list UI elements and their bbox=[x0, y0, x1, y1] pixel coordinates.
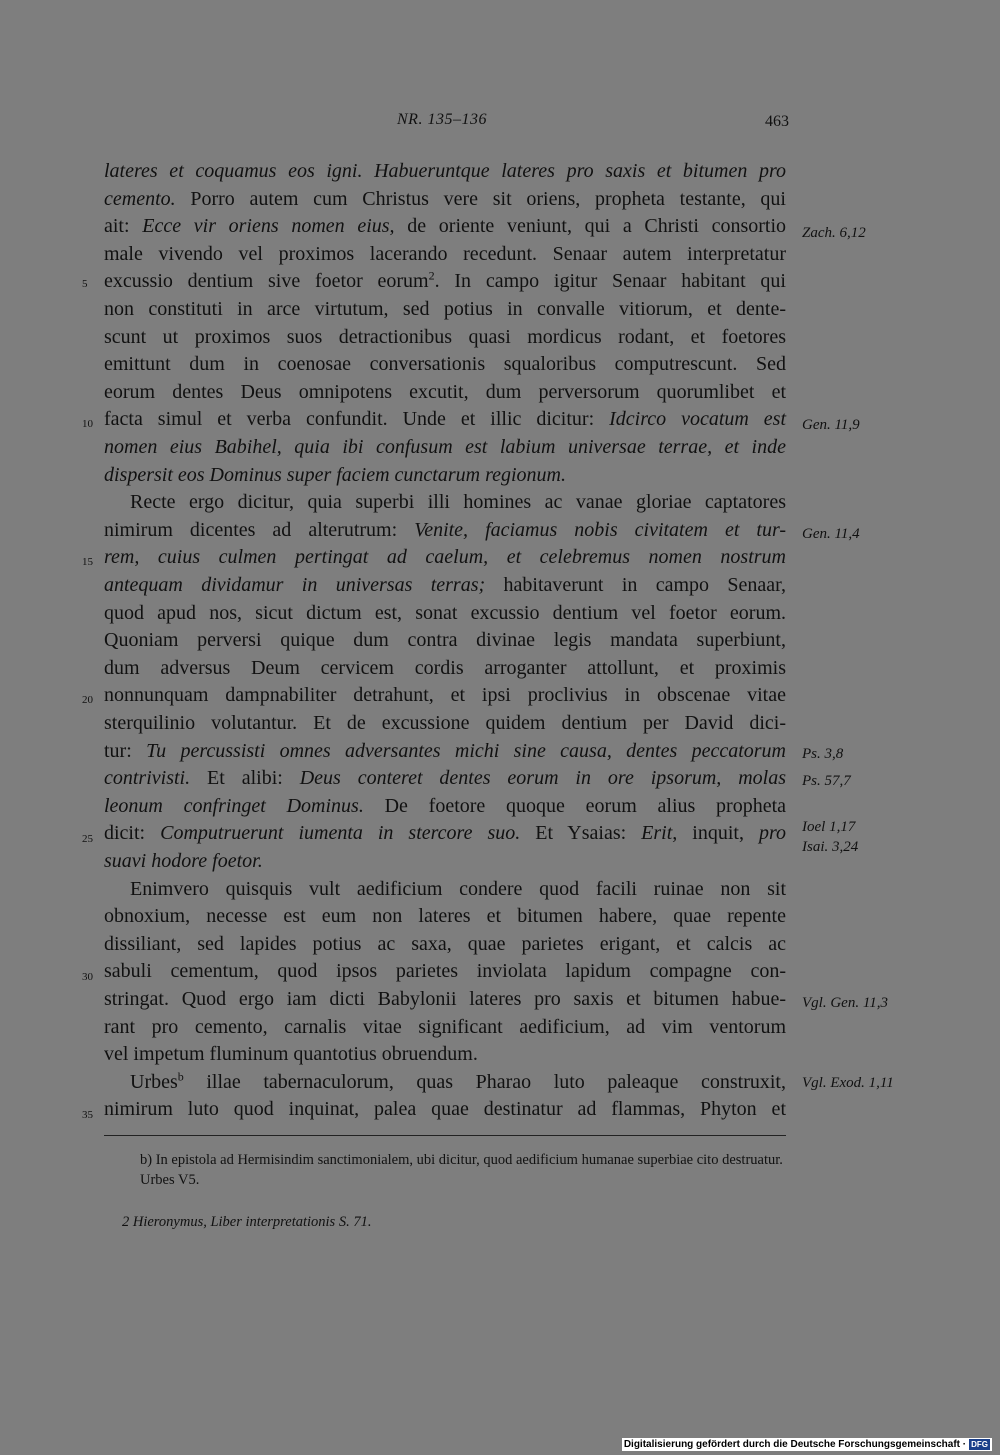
text-segment: antequam dividamur in universas terras; bbox=[104, 574, 486, 596]
text-segment: obnoxium, necesse est eum non lateres et bitumen habere, quae repente bbox=[104, 905, 786, 927]
line-number: 10 bbox=[82, 418, 93, 430]
footnote-marker: 2 bbox=[428, 268, 435, 283]
margin-reference: Zach. 6,12 bbox=[802, 225, 866, 241]
text-segment: excussio dentium sive foetor eorum bbox=[104, 270, 429, 292]
margin-reference: Vgl. Exod. 1,11 bbox=[802, 1075, 894, 1091]
text-segment: De foetore quoque eorum alius propheta bbox=[363, 795, 787, 817]
text-segment: tur: bbox=[104, 740, 147, 762]
text-line bbox=[104, 379, 786, 405]
text-line bbox=[104, 158, 786, 184]
text-segment: quod apud nos, sicut dictum est, sonat excussio dentium vel foetor eorum. bbox=[104, 602, 786, 624]
text-segment: nomen eius Babihel, quia ibi confusum est labium universae terrae, et inde bbox=[104, 436, 786, 458]
text-line bbox=[104, 241, 786, 267]
text-segment: Erit, bbox=[641, 822, 678, 844]
line-number: 15 bbox=[82, 556, 93, 568]
text-line bbox=[104, 903, 786, 929]
margin-reference: Ps. 3,8 bbox=[802, 746, 844, 762]
text-segment: rant pro cemento, carnalis vitae significant aedificium, ad vim ventorum bbox=[104, 1016, 786, 1038]
text-segment: dissiliant, sed lapides potius ac saxa, quae parietes erigant, et calcis ac bbox=[104, 933, 786, 955]
text-line bbox=[104, 268, 786, 294]
line-number: 30 bbox=[82, 971, 93, 983]
text-segment: Et Ysaias: bbox=[520, 822, 642, 844]
text-segment: Venite, faciamus nobis civitatem et tur- bbox=[414, 519, 786, 541]
text-line bbox=[104, 848, 786, 874]
footnote-rule bbox=[104, 1135, 786, 1136]
text-line bbox=[104, 793, 786, 819]
text-segment: . In campo igitur Senaar habitant qui bbox=[434, 270, 786, 292]
text-line bbox=[104, 572, 786, 598]
text-line bbox=[104, 1041, 786, 1067]
text-line bbox=[104, 710, 786, 736]
margin-reference: Isai. 3,24 bbox=[802, 839, 859, 855]
text-line bbox=[130, 1069, 786, 1095]
text-line bbox=[104, 765, 786, 791]
text-segment: non constituti in arce virtutum, sed potius in convalle vitiorum, et dente- bbox=[104, 298, 786, 320]
text-line bbox=[104, 600, 786, 626]
text-segment: Idcirco vocatum est bbox=[609, 408, 787, 430]
text-segment: vel impetum fluminum quantotius obruendum. bbox=[104, 1043, 478, 1065]
apparatus-footnote: b) In epistola ad Hermisindim sanctimonialem, ubi dicitur, quod aedificium humanae superbiae cito destruatur. Urbes V5. bbox=[140, 1152, 783, 1188]
margin-reference: Gen. 11,9 bbox=[802, 417, 860, 433]
text-line bbox=[104, 544, 786, 570]
text-line bbox=[104, 986, 786, 1012]
text-segment: suavi hodore foetor. bbox=[104, 850, 263, 872]
text-line bbox=[104, 406, 786, 432]
text-segment: Urbes bbox=[130, 1071, 178, 1093]
text-segment: Recte ergo dicitur, quia superbi illi homines ac vanae gloriae captatores bbox=[130, 491, 786, 513]
footnote-marker: b bbox=[177, 1069, 184, 1084]
text-line bbox=[104, 462, 786, 488]
text-segment: Enimvero quisquis vult aedificium condere quod facili ruinae non sit bbox=[130, 878, 786, 900]
text-segment: emittunt dum in coenosae conversationis squaloribus computrescunt. Sed bbox=[104, 353, 786, 375]
text-segment: contrivisti. bbox=[104, 767, 191, 789]
text-segment: illae tabernaculorum, quas Pharao luto paleaque construxit, bbox=[183, 1071, 786, 1093]
text-segment: Deus conteret dentes eorum in ore ipsorum, molas bbox=[299, 767, 786, 789]
text-segment: sabuli cementum, quod ipsos parietes inviolata lapidum compagne con- bbox=[104, 960, 786, 982]
text-line bbox=[104, 324, 786, 350]
text-line bbox=[104, 296, 786, 322]
margin-reference: Ps. 57,7 bbox=[802, 773, 851, 789]
dfg-credit[interactable] bbox=[622, 1438, 992, 1451]
text-segment: eorum dentes Deus omnipotens excutit, dum perversorum quorumlibet et bbox=[104, 381, 786, 403]
text-line bbox=[104, 186, 786, 212]
text-segment: leonum confringet Dominus. bbox=[104, 795, 364, 817]
running-title: NR. 135–136 bbox=[397, 111, 487, 128]
source-footnote: 2 Hieronymus, Liber interpretationis S. 71. bbox=[122, 1214, 372, 1230]
text-line bbox=[104, 351, 786, 377]
text-line bbox=[104, 434, 786, 460]
text-segment: scunt ut proximos suos detractionibus quasi mordicus rodant, et foetores bbox=[104, 326, 786, 348]
text-segment: inquit, bbox=[677, 822, 759, 844]
text-segment: facta simul et verba confundit. Unde et illic dicitur: bbox=[104, 408, 610, 430]
margin-reference: Vgl. Gen. 11,3 bbox=[802, 995, 888, 1011]
text-segment: Ecce vir oriens nomen eius, bbox=[142, 215, 395, 237]
line-number: 25 bbox=[82, 833, 93, 845]
text-segment: rem, cuius culmen pertingat ad caelum, et celebremus nomen nostrum bbox=[104, 546, 786, 568]
text-segment: pro bbox=[758, 822, 787, 844]
text-segment: stringat. Quod ergo iam dicti Babylonii lateres pro saxis et bitumen habue- bbox=[104, 988, 786, 1010]
text-line bbox=[104, 682, 786, 708]
line-number: 35 bbox=[82, 1109, 93, 1121]
text-segment: dum adversus Deum cervicem cordis arroganter attollunt, et proximis bbox=[104, 657, 786, 679]
text-segment: cemento. bbox=[104, 188, 176, 210]
text-segment: dispersit eos Dominus super faciem cunctarum regionum. bbox=[104, 464, 566, 486]
text-segment: Et alibi: bbox=[190, 767, 300, 789]
text-segment: Tu percussisti omnes adversantes michi sine causa, dentes peccatorum bbox=[146, 740, 786, 762]
text-segment: dicit: bbox=[104, 822, 161, 844]
text-segment: nonnunquam dampnabiliter detrahunt, et ipsi proclivius in obscenae vitae bbox=[104, 684, 786, 706]
text-segment: ait: bbox=[104, 215, 143, 237]
text-line bbox=[104, 1096, 786, 1122]
text-line bbox=[130, 489, 786, 515]
text-segment: Computruerunt iumenta in stercore suo. bbox=[160, 822, 521, 844]
credit-text: Digitalisierung gefördert durch die Deutsche Forschungsgemeinschaft · bbox=[623, 1439, 967, 1450]
text-line bbox=[104, 627, 786, 653]
text-segment: nimirum luto quod inquinat, palea quae destinatur ad flammas, Phyton et bbox=[104, 1098, 786, 1120]
text-segment: nimirum dicentes ad alterutrum: bbox=[104, 519, 415, 541]
text-line bbox=[104, 213, 786, 239]
text-segment: habitaverunt in campo Senaar, bbox=[485, 574, 786, 596]
text-line bbox=[130, 876, 786, 902]
margin-reference: Gen. 11,4 bbox=[802, 526, 860, 542]
text-line bbox=[104, 517, 786, 543]
text-line bbox=[104, 655, 786, 681]
text-segment: lateres et coquamus eos igni. Habueruntque lateres pro saxis et bitumen pro bbox=[104, 160, 786, 182]
text-segment: Quoniam perversi quique dum contra divinae legis mandata superbiunt, bbox=[104, 629, 786, 651]
text-segment: sterquilinio volutantur. Et de excussione quidem dentium per David dici- bbox=[104, 712, 786, 734]
text-line bbox=[104, 958, 786, 984]
text-segment: male vivendo vel proximos lacerando recedunt. Senaar autem interpretatur bbox=[104, 243, 786, 265]
text-line bbox=[104, 1014, 786, 1040]
page-number: 463 bbox=[765, 113, 789, 130]
line-number: 5 bbox=[82, 278, 88, 290]
dfg-logo: DFG bbox=[971, 1440, 988, 1449]
text-segment: de oriente veniunt, qui a Christi consortio bbox=[394, 215, 787, 237]
line-number: 20 bbox=[82, 694, 93, 706]
margin-reference: Ioel 1,17 bbox=[802, 819, 856, 835]
text-line bbox=[104, 931, 786, 957]
text-segment: Porro autem cum Christus vere sit oriens, propheta testante, qui bbox=[175, 188, 786, 210]
text-line bbox=[104, 820, 786, 846]
text-line bbox=[104, 738, 786, 764]
